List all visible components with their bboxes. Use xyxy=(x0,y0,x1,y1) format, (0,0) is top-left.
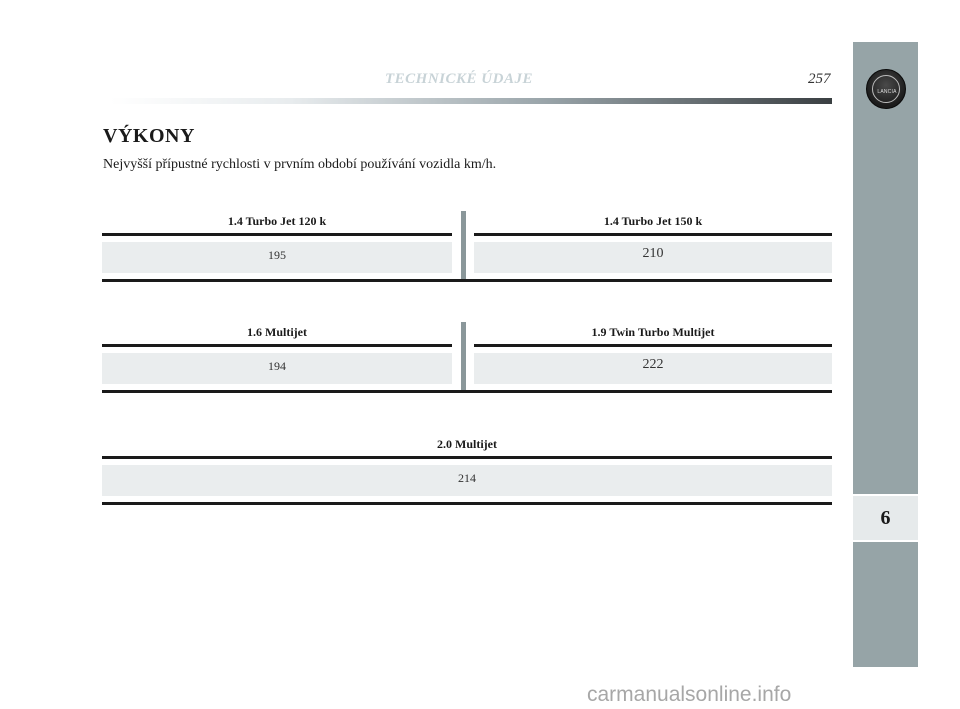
chapter-sidebar xyxy=(853,42,918,667)
speed-value: 195 xyxy=(102,242,452,273)
speed-table-2 xyxy=(102,320,832,394)
header-rule xyxy=(110,98,832,104)
section-intro: Nejvyšší přípustné rychlosti v prvním období používání vozidla km/h. xyxy=(103,157,497,172)
engine-label: 1.6 Multijet xyxy=(102,320,452,347)
engine-label: 1.4 Turbo Jet 120 k xyxy=(102,209,452,236)
section-title: VÝKONY xyxy=(103,125,195,147)
logo-text: LANCIA xyxy=(877,89,897,95)
chapter-tab[interactable]: 6 xyxy=(853,494,918,542)
table-column xyxy=(474,209,832,273)
logo-ring xyxy=(872,75,900,103)
speed-table-1 xyxy=(102,209,832,283)
speed-table-3 xyxy=(102,432,832,506)
table-bottom-rule xyxy=(102,390,832,393)
speed-value: 214 xyxy=(102,465,832,496)
column-divider xyxy=(461,322,466,392)
engine-label: 1.9 Twin Turbo Multijet xyxy=(474,320,832,347)
speed-value: 210 xyxy=(474,242,832,273)
engine-label: 2.0 Multijet xyxy=(102,432,832,459)
watermark-text: carmanualsonline.info xyxy=(587,683,792,706)
table-bottom-rule xyxy=(102,502,832,505)
engine-label: 1.4 Turbo Jet 150 k xyxy=(474,209,832,236)
table-bottom-rule xyxy=(102,279,832,282)
page-header-title: TECHNICKÉ ÚDAJE xyxy=(385,71,533,87)
page-number: 257 xyxy=(808,71,831,87)
table-column xyxy=(102,432,832,496)
table-column xyxy=(102,320,452,384)
speed-value: 222 xyxy=(474,353,832,384)
table-column xyxy=(102,209,452,273)
speed-value: 194 xyxy=(102,353,452,384)
table-column xyxy=(474,320,832,384)
lancia-logo-icon xyxy=(866,69,906,109)
column-divider xyxy=(461,211,466,281)
